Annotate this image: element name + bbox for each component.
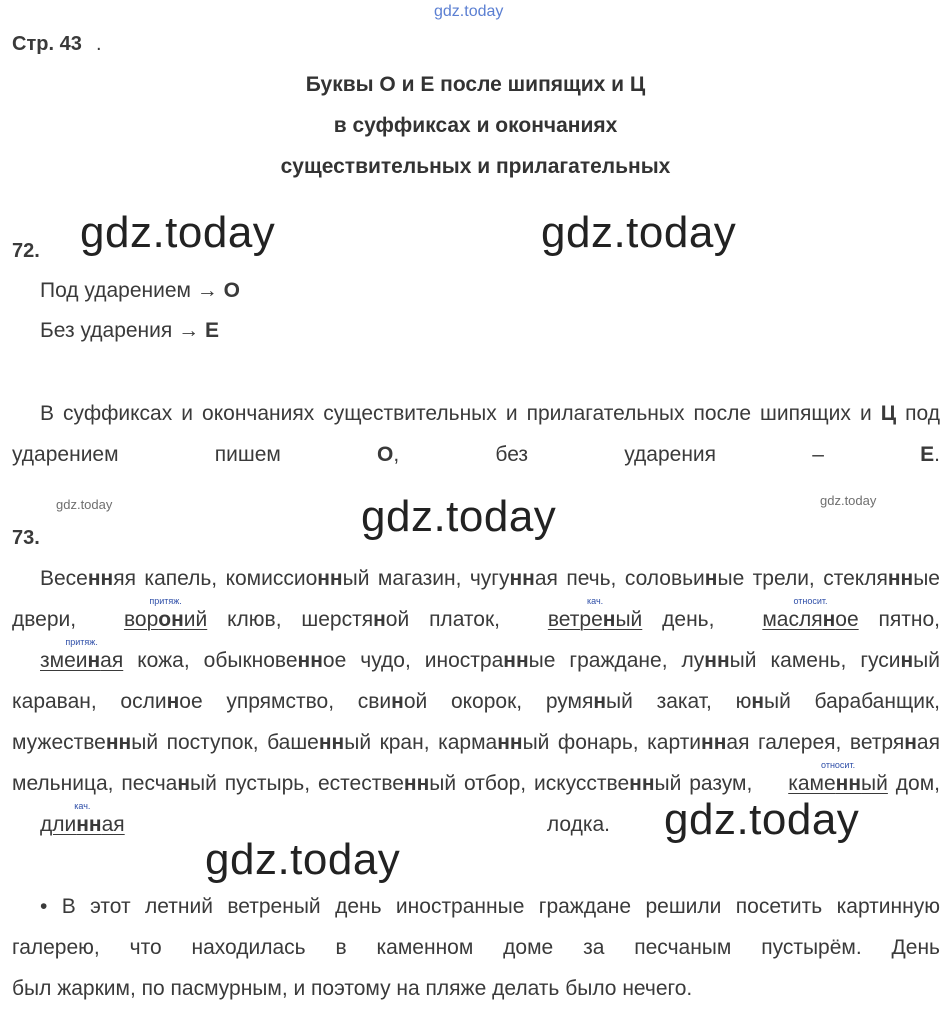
summary-last-line: был жарким, по пасмурным, и поэтому на пляже делать было нечего. [12,977,693,1000]
watermark-small-2: gdz.today [820,493,877,508]
note-voronii: притяж. [149,596,182,606]
summary-bullet: • [40,895,48,918]
summary-line-2: картинную галерею, что находилась в каменном доме за песчаным пустырём. День [12,895,940,959]
rule-unstressed [40,319,219,343]
watermark-big-4: gdz.today [664,795,860,844]
note-zmeinaya: притяж. [65,637,98,647]
rule-text-1: В суффиксах и окончаниях существительных и прилагательных после шипящих [40,402,851,425]
rule-text-2g: . [934,443,940,466]
section-heading-line-3: существительных и прилагательных [280,155,671,178]
rule-letter-e: Е [920,443,935,466]
note-vetrenyi: кач. [587,596,604,606]
rule-stressed [40,279,240,303]
rule-text-2c: под ударением пишем [12,402,940,466]
summary-paragraph [12,886,940,968]
exercise-73-text: Весенняя капель, комиссионный магазин, чугунная печь, соловьиные трели, стеклянные двери, притяж. вороний клюв, шерстяной платок, кач. ветреный день, относит. масляное пятно, притяж. змеиная кожа, обыкновенное чудо, иностранные граждане, лунный камень, гусиный караван, ослиное упрямство, свиной окорок, румяный закат, юный барабанщик, мужественный поступок, башенный кран, карманный фонарь, картинная галерея, ветряная мельница, песчаный пустырь, естественный отбор, искусственный разум, относит. каменный дом, кач. длинная лодка. [12,567,940,836]
rule-letter-o: О [377,443,394,466]
rule-letter-ts: Ц [880,402,897,425]
rule-text-2a: и [859,402,872,425]
section-heading-line-1: Буквы О и Е после шипящих и Ц [305,73,646,96]
rule-paragraph [12,393,940,475]
note-kamennyi: относит. [821,760,856,770]
watermark-small-1: gdz.today [56,497,113,512]
exercise-72-number: 72. [12,240,40,262]
rule-stressed-label: Под ударением → [40,279,218,302]
rule-text-2e: , без ударения – [393,443,824,466]
watermark-big-2: gdz.today [541,208,737,257]
page-number-dot: . [96,33,102,55]
page-number: Стр. 43 [12,33,82,55]
summary-line-1: В этот летний ветреный день иностранные граждане решили посетить [61,895,823,918]
watermark-big-1: gdz.today [80,208,276,257]
rule-stressed-letter: О [223,279,240,302]
section-heading-line-2: в суффиксах и окончаниях [333,114,618,137]
note-dlinnaya: кач. [74,801,91,811]
watermark-big-3: gdz.today [361,492,557,541]
note-maslyanoe: относит. [793,596,828,606]
rule-unstressed-label: Без ударения → [40,319,200,342]
watermark-top: gdz.today [434,3,504,20]
watermark-big-5: gdz.today [205,835,401,884]
rule-unstressed-letter: Е [204,319,219,342]
exercise-73-number: 73. [12,527,40,549]
